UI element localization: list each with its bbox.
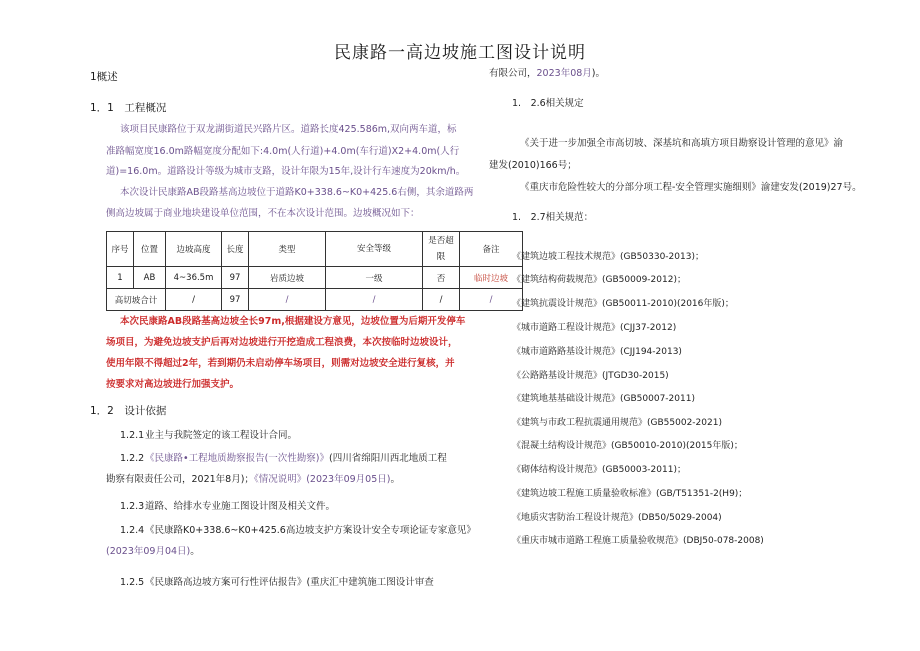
standard-item: 《建筑边坡工程施工质量验收标准》(GB/T51351-2(H9)； (512, 489, 748, 499)
section-1-2-heading: 1．2 设计依据 (90, 405, 167, 417)
note-line-1: 本次民康路AB段路基高边坡全长97m,根据建设方意见，边坡位置为后期开发停车 (120, 316, 466, 327)
standard-item: 《建筑与市政工程抗震通用规范》(GB55002-2021) (512, 418, 722, 428)
standard-item: 《公路路基设计规范》(JTGD30-2015) (512, 371, 669, 381)
item-1-2-5: 《民康路高边坡方案可行性评估报告》(重庆汇中建筑施工图设计审查 (145, 577, 434, 588)
note-line-4: 按要求对高边坡进行加强支护。 (106, 379, 240, 390)
overview-line-1: 该项目民康路位于双龙湖街道民兴路片区。道路长度425.586m,双向两车道，标 (120, 124, 457, 135)
page-title: 民康路一高边坡施工图设计说明 (334, 43, 586, 63)
overview-line-3: 道)=16.0m。道路设计等级为城市支路，设计年限为15年,设计行车速度为20km/h。 (106, 166, 466, 177)
table-cell: / (423, 289, 460, 311)
report-title: 《民康路•工程地质勘察报告(一次性勘察)》 (145, 453, 330, 464)
standard-item: 《城市道路工程设计规范》(CJJ37-2012) (512, 323, 677, 333)
standard-item: 《重庆市城市道路工程施工质量验收规范》(DBJ50-078-2008) (512, 536, 764, 546)
evaluation-date: 2023年08月 (536, 68, 592, 79)
table-header: 位置 (134, 232, 166, 267)
standard-item: 《混凝土结构设计规范》(GB50010-2010)(2015年版)； (512, 441, 743, 451)
standard-item: 《砌体结构设计规范》(GB50003-2011)； (512, 465, 686, 475)
table-header-row (107, 232, 523, 267)
regulation-line-1: 《关于进一步加强全市高切坡、深基坑和高填方项目勘察设计管理的意见》渝 (520, 138, 844, 149)
standard-item: 《地质灾害防治工程设计规范》(DB50/5029-2004) (512, 513, 722, 523)
table-cell: 临时边坡 (460, 267, 523, 289)
opinion-date: (2023年09月04日) (106, 546, 191, 557)
table-cell: / (326, 289, 423, 311)
table-header: 备注 (460, 232, 523, 267)
period: 。 (190, 546, 200, 557)
period: )。 (591, 68, 605, 79)
section-1-1-heading: 1．1 工程概况 (90, 102, 167, 114)
table-header: 长度 (222, 232, 249, 267)
overview-line-2: 准路幅宽度16.0m路幅宽度分配如下:4.0m(人行道)+4.0m(车行道)X2+4.0m(人行 (106, 146, 460, 157)
table-header: 边坡高度 (166, 232, 222, 267)
report-author-cont: 勘察有限责任公司，2021年8月)； (106, 474, 254, 485)
table-cell: 4~36.5m (166, 267, 222, 289)
standard-item: 《建筑边坡工程技术规范》(GB50330-2013)； (512, 252, 704, 262)
situation-note: 《情况说明》(2023年09月05日) (253, 474, 391, 485)
table-cell: / (249, 289, 326, 311)
table-header: 序号 (107, 232, 134, 267)
item-1-2-4-line-1: 《民康路K0+338.6~K0+425.6高边坡支护方案设计安全专项论证专家意见》 (145, 525, 476, 536)
item-number: 1.2.4 (120, 525, 145, 536)
section-1-heading: 1概述 (90, 71, 118, 83)
note-line-2: 场项目，为避免边坡支护后再对边坡进行开挖造成工程浪费，本次按临时边坡设计， (106, 337, 458, 348)
table-cell: 1 (107, 267, 134, 289)
table-cell: 否 (423, 267, 460, 289)
item-1-2-3: 道路、给排水专业施工图设计图及相关文件。 (145, 501, 336, 512)
section-2-7-heading: 1. 2.7相关规范： (512, 212, 594, 223)
table-cell: 97 (222, 289, 249, 311)
item-1-2-2-line-1 (145, 452, 447, 466)
table-cell: 一级 (326, 267, 423, 289)
table-cell: / (460, 289, 523, 311)
standard-item: 《建筑结构荷载规范》(GB50009-2012)； (512, 275, 686, 285)
item-1-2-4-line-2 (106, 545, 200, 559)
table-header: 类型 (249, 232, 326, 267)
table-row (107, 267, 523, 289)
section-2-6-heading: 1. 2.6相关规定 (512, 98, 584, 109)
table-total-row (107, 289, 523, 311)
table-cell: / (166, 289, 222, 311)
scope-line-1: 本次设计民康路AB段路基高边坡位于道路K0+338.6~K0+425.6右侧，其余道路两 (120, 187, 474, 198)
report-author: (四川省绵阳川西北地质工程 (329, 453, 447, 464)
item-number: 1.2.1 (120, 430, 145, 441)
regulation-line-3: 《重庆市危险性较大的分部分项工程-安全管理实施细则》渝建安发(2019)27号。 (520, 182, 862, 193)
item-1-2-1: 业主与我院签定的该工程设计合同。 (145, 430, 298, 441)
table-cell: 高切坡合计 (107, 289, 166, 311)
table-cell: 岩质边坡 (249, 267, 326, 289)
table-header: 是否超限 (423, 232, 460, 267)
period: 。 (390, 474, 400, 485)
table-header: 安全等级 (326, 232, 423, 267)
company-cont: 有限公司， (489, 68, 537, 79)
right-top-line (489, 67, 605, 81)
item-number: 1.2.2 (120, 453, 145, 464)
standard-item: 《建筑地基基础设计规范》(GB50007-2011) (512, 394, 695, 404)
standard-item: 《城市道路路基设计规范》(CJJ194-2013) (512, 347, 682, 357)
note-line-3: 使用年限不得超过2年，若到期仍未启动停车场项目，则需对边坡安全进行复核，并 (106, 358, 455, 369)
table-cell: AB (134, 267, 166, 289)
item-number: 1.2.3 (120, 501, 145, 512)
standard-item: 《建筑抗震设计规范》(GB50011-2010)(2016年版)； (512, 299, 734, 309)
scope-line-2: 侧高边坡属于商业地块建设单位范围，不在本次设计范围。边坡概况如下： (106, 208, 420, 219)
item-number: 1.2.5 (120, 577, 145, 588)
table-cell: 97 (222, 267, 249, 289)
item-1-2-2-line-2 (106, 473, 400, 487)
slope-table (106, 231, 523, 311)
regulation-line-2: 建发(2010)166号； (489, 160, 577, 171)
